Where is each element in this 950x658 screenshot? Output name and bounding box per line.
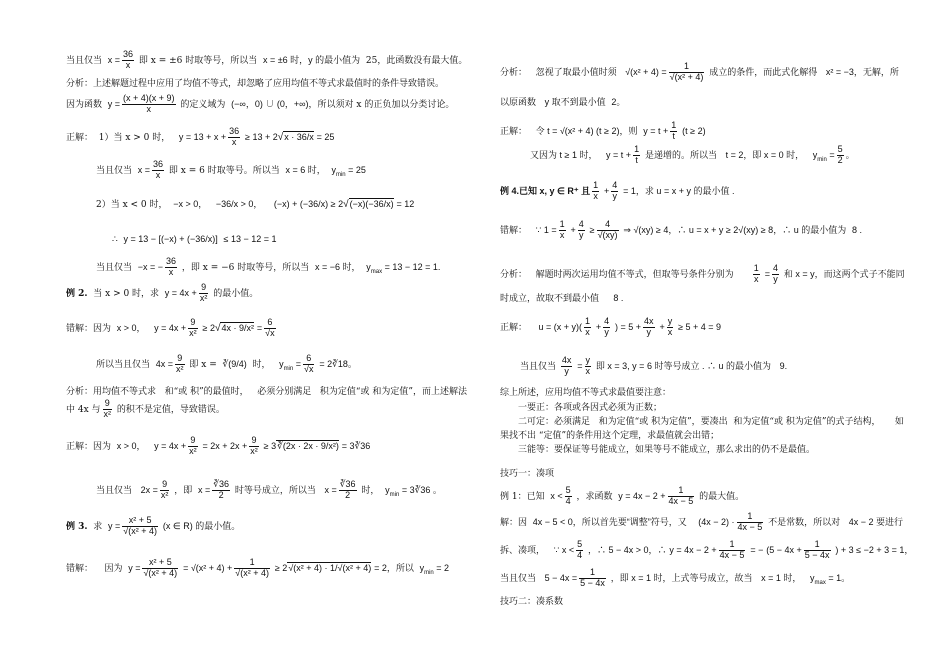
line-equality-condition-3: 当且仅当 −x = − $\frac{36}{x}$ ，即 x = −6 时取等号，所以当 x = −6 时， $y_{max} = 13 - 12 = 1$.: [96, 256, 441, 277]
line-analysis-3a: 分析： 忽视了取最小值时须 √(x² + 4) = $\frac{1}{\text{√(x² + 4)}}$ 成立的条件，而此式化解得 x² = −3，无解，所: [500, 61, 899, 82]
line-wrong-solution-3: 错解： 因为 y = $\frac{\text{x² + 5}}{\text{√(x² + 4)}}$ = √(x² + 4) + $\frac{1}{\text{√(x² + 4)}}$ ≥ 2√(x² + 4) · 1/√(x² + 4) = 2，所以 $y_{min} = 2$: [66, 557, 450, 578]
line-case2-conclusion: ∴ y = 13 − [(−x) + (−36/x)] ≤ 13 − 12 = 1: [112, 234, 277, 245]
example-3-heading: 例 3. 求 y = $\frac{\text{x² + 5}}{\text{√(x² + 4)}}$ (x ∈ R) 的最小值。: [66, 515, 241, 536]
section-technique-1: 技巧一：凑项: [500, 469, 555, 479]
example-2-heading: 例 2. 当 x > 0 时，求 y = 4x + $\frac{9}{\text{x²}}$ 的最小值。: [66, 282, 259, 303]
line-domain: 因为函数 y = $\frac{(x + 4)(x + 9)}{x}$ 的定义域为 (−∞，0) ∪ (0，+∞)，所以须对 x 的正负加以分类讨论。: [66, 93, 455, 114]
line-solution-1c: 当且仅当 5 − 4x = $\frac{1}{5 - 4x}$ ，即 x = 1 时，上式等号成立，故当 x = 1 时， $y_{max} = 1$。: [500, 567, 851, 588]
right-column: [478, 0, 930, 658]
line-analysis-2b: 中 4x 与 $\frac{9}{\text{x²}}$ 的积不是定值，导致错误。: [66, 398, 225, 419]
line-correct-solution-2: 正解：因为 x > 0， y = 4x + $\frac{9}{\text{x²}}$ = 2x + 2x + $\frac{9}{\text{x²}}$ ≥ 3∛(2x · 2x · 9/x²) = 3∛36: [66, 435, 371, 456]
line-summary-2b: 果找不出 “定值”的条件用这个定理，求最值就会出错；: [500, 431, 720, 441]
line-summary-2a: 二可定：必须满足 和为定值“或 积为定值”，要凑出 和为定值“或 积为定值”的式子结构， 如: [518, 417, 904, 427]
line-wrong-solution-2: 错解：因为 x > 0， y = 4x + $\frac{9}{\text{x²}}$ ≥ 2√4x · 9/x² = $\frac{6}{√x}$: [66, 317, 275, 338]
line-correct-solution-3: 正解： 令 t = √(x² + 4) (t ≥ 2)，则 y = t + $\frac{1}{t}$ (t ≥ 2): [500, 120, 706, 141]
line-wrong-solution-2-equality: 所以当且仅当 4x = $\frac{9}{\text{x²}}$ 即 x = ∛(9/4) 时， $y_{min}$ = $\frac{6}{√x}$ = 2∛18。: [96, 353, 357, 374]
line-analysis-1: 分析：上述解题过程中应用了均值不等式，却忽略了应用均值不等式求最值时的条件导致错误。: [66, 79, 445, 89]
line-correct-solution-4-equality: 当且仅当 $\frac{4x}{y}$ = $\frac{y}{x}$ 即 x = 3, y = 6 时等号成立 . ∴ u 的最小值为 9.: [520, 355, 788, 376]
line-solution-1a: 解：因 4x − 5 < 0，所以首先要“调整”符号，又 (4x − 2) · $\frac{1}{4x - 5}$ 不是常数，所以对 4x − 2 要进行: [500, 511, 904, 532]
line-correct-solution-3-result: 又因为 t ≥ 1 时， y = t + $\frac{1}{t}$ 是递增的。所以当 t = 2，即 x = 0 时， $y_{min}$ = $\frac{5}{2}$ 。: [530, 144, 855, 165]
section-technique-2: 技巧二：凑系数: [500, 597, 564, 607]
line-correct-solution-4: 正解： u = (x + y)( $\frac{1}{x}$ + $\frac{4}{y}$ ) = 5 + $\frac{4x}{y}$ + $\frac{y}{x}$ ≥ 5 + 4 = 9: [500, 316, 722, 337]
line-equality-condition-1: 当且仅当 x = $\frac{36}{x}$ 即 x = ±6 时取等号，所以当 x = ±6 时，y 的最小值为 25，此函数没有最大值。: [66, 49, 468, 70]
line-correct-solution-2-equality: 当且仅当 2x = $\frac{9}{\text{x²}}$ ，即 x = $\frac{∛36}{2}$ 时等号成立，所以当 x = $\frac{∛36}{2}$ 时， $y_{min}$ = 3∛36 。: [96, 479, 442, 500]
line-equality-condition-2: 当且仅当 x = $\frac{36}{x}$ 即 x = 6 时取等号。所以当 x = 6 时， $y_{min} = 25$: [96, 159, 366, 180]
line-correct-solution-case1: 正解： 1）当 x > 0 时， y = 13 + x + $\frac{36}{x}$ ≥ 13 + 2√x · 36/x = 25: [66, 126, 335, 147]
line-analysis-3b: 以原函数 y 取不到最小值 2。: [500, 97, 626, 108]
line-analysis-4a: 分析： 解题时两次运用均值不等式，但取等号条件分别为 $\frac{1}{x}$ = $\frac{4}{y}$ 和 x = y，而这两个式子不能同: [500, 263, 905, 284]
left-column: [0, 0, 468, 658]
example-1-heading: 例 1：已知 x < $\frac{5}{4}$ ，求函数 y = 4x − 2 + $\frac{1}{4x - 5}$ 的最大值。: [500, 485, 745, 506]
line-case2: 2）当 x < 0 时， −x > 0， −36/x > 0， (−x) + (−36/x) ≥ 2√(−x)(−36/x) = 12: [96, 199, 415, 210]
line-summary-heading: 综上所述，应用均值不等式求最值要注意：: [500, 388, 672, 398]
line-summary-1: 一要正：各项或各因式必须为正数；: [518, 403, 663, 413]
line-summary-3: 三能等：要保证等号能成立，如果等号不能成立，那么求出的仍不是最值。: [518, 445, 816, 455]
line-wrong-solution-4: 错解： ∵ 1 = $\frac{1}{x}$ + $\frac{4}{y}$ ≥ $\frac{4}{√(xy)}$ ⇒ √(xy) ≥ 4，∴ u = x + y ≥ 2√(xy) ≥ 8，∴ u 的最小值为 8 .: [500, 219, 862, 240]
example-4-heading: 例 4.已知 x, y ∈ R⁺ 且 $\frac{1}{x}$ + $\frac{4}{y}$ = 1，求 u = x + y 的最小值 .: [500, 180, 735, 201]
line-analysis-2a: 分析：用均值不等式求 和“或 积”的最值时， 必须分别满足 积为定值“或 和为定值”，而上述解法: [66, 387, 467, 397]
line-analysis-4b: 时成立，故取不到最小值 8 .: [500, 293, 624, 304]
line-solution-1b: 拆、凑项， ∵ x < $\frac{5}{4}$ ，∴ 5 − 4x > 0，∴ y = 4x − 2 + $\frac{1}{4x - 5}$ = − (5 − 4x + $\frac{1}{5 - 4x}$ ) + 3 ≤ −2 + 3 = 1，: [500, 539, 914, 560]
